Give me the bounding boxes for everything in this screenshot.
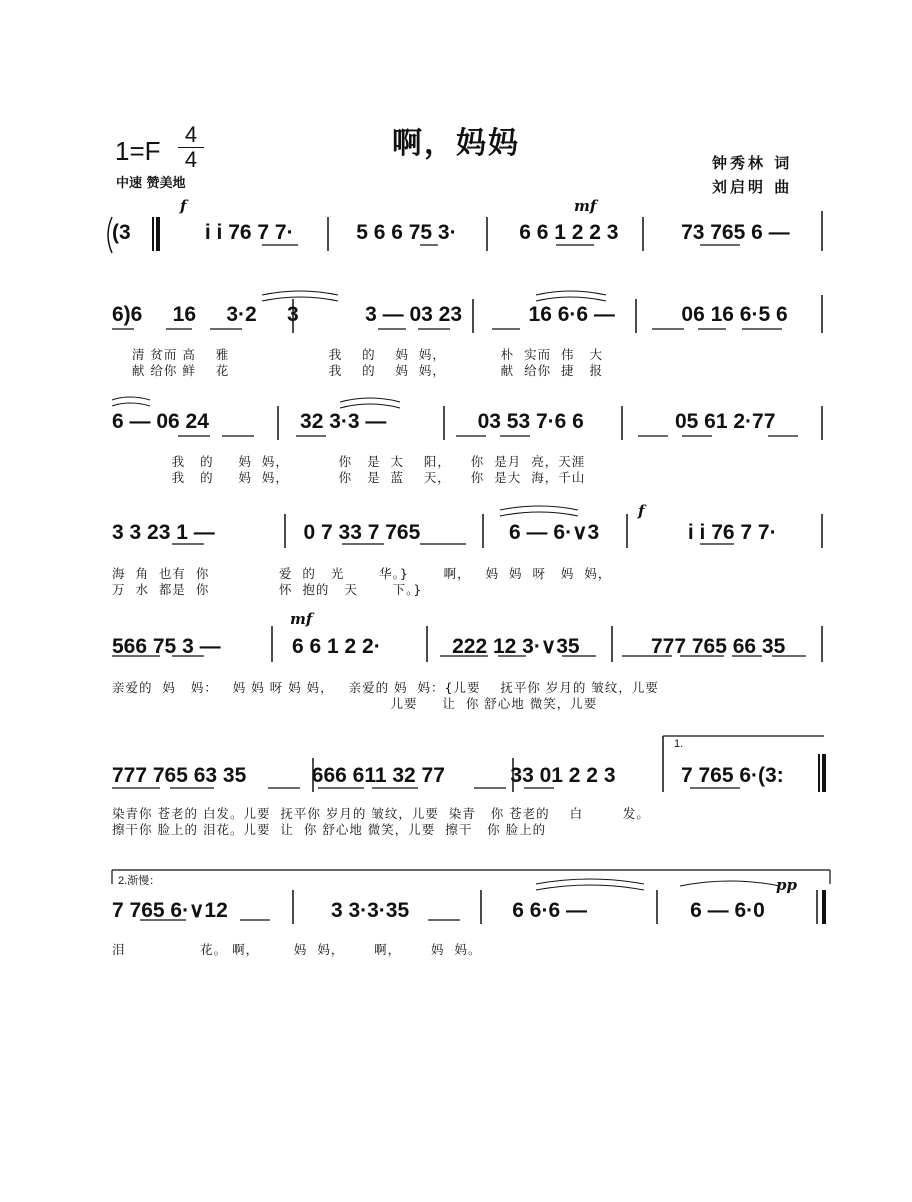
lyrics-verse-2: 擦干你 脸上的 泪花。儿要 让 你 舒心地 微笑，儿要 擦干 你 脸上的 [112, 822, 547, 837]
system-6 [0, 730, 912, 850]
note-group: 33 01 2 2 3 [510, 764, 616, 787]
note-group: 32 3·3 — [300, 410, 387, 433]
note-group: 73 765 6 — [681, 221, 790, 244]
note-group: i i 76 7 7· [204, 221, 294, 244]
note-group: 5 6 6 75 3· [356, 221, 457, 244]
note-group: 3·2 [226, 303, 257, 326]
note-group: 777 765 66 35 [650, 635, 786, 658]
note-group: 6)6 [112, 303, 143, 326]
note-group: (3 [112, 221, 131, 244]
note-group: 777 765 63 35 [112, 764, 247, 787]
note-group: 16 [172, 303, 197, 326]
note-group: 666 611 32 77 [311, 764, 445, 787]
note-group: 6 6 1 2 2· [291, 635, 381, 658]
notes-row-5 [112, 634, 824, 659]
lyrics-verse-2: 我 的 妈 妈， 你 是 蓝 天， 你 是大 海，千山 [112, 470, 586, 485]
system-5 [0, 604, 912, 724]
note-group: 6 — 6·0 [690, 899, 765, 922]
lyricist-credit: 钟秀林 词 [712, 154, 793, 172]
lyrics-verse-1: 清 贫而 高 雅 我 的 妈 妈， 朴 实而 伟 大 [112, 347, 603, 362]
system-4 [0, 498, 912, 618]
system-4-lines [0, 498, 912, 618]
notes-row-7 [112, 898, 824, 923]
lyrics-verse-1: 亲爱的 妈 妈： 妈 妈 呀 妈 妈， 亲爱的 妈 妈：{儿要 抚平你 岁月的 皱纹，儿要 [112, 680, 659, 695]
dynamic-f-2: f [638, 502, 645, 520]
note-group: 3 [286, 303, 299, 326]
note-group: 7 765 6·(3: [680, 764, 784, 787]
time-signature-bottom: 4 [184, 147, 198, 172]
note-group: 6 6 1 2 2 3 [519, 221, 619, 244]
key-signature: 1=F [115, 136, 161, 166]
note-group: 6 — 06 24 [112, 410, 209, 433]
lyrics-verse-1: 海 角 也有 你 爱 的 光 华。} 啊， 妈 妈 呀 妈 妈， [112, 566, 612, 581]
lyrics-verse-1: 染青你 苍老的 白发。儿要 抚平你 岁月的 皱纹，儿要 染青 你 苍老的 白 发。 [112, 806, 650, 821]
dynamic-mf-1: mf [574, 197, 597, 215]
note-group: i i 76 7 7· [687, 521, 777, 544]
song-title: 啊，妈妈 [392, 126, 520, 161]
note-group: 3 3·3·35 [330, 899, 410, 922]
note-group: 6 6·6 — [512, 899, 587, 922]
notes-row-4 [112, 520, 824, 545]
dynamic-mf-2: mf [290, 610, 313, 628]
note-group: 566 75 3 — [112, 635, 221, 658]
note-group: 6 — 6·∨3 [509, 521, 600, 544]
notes-row-6 [112, 764, 824, 788]
time-signature-top: 4 [184, 122, 198, 147]
dynamic-f-1: f [180, 197, 187, 215]
lyrics-verse-2: 献 给你 鲜 花 我 的 妈 妈， 献 给你 捷 报 [112, 363, 603, 378]
system-7 [0, 862, 912, 982]
note-group: 03 53 7·6 6 [477, 410, 584, 433]
lyrics-verse-1: 泪 花。 啊， 妈 妈， 啊， 妈 妈。 [112, 942, 482, 957]
time-signature [178, 124, 204, 171]
note-group: 3 — 03 23 [365, 303, 463, 326]
note-group: 06 16 6·5 6 [681, 303, 788, 326]
notes-row-1 [112, 221, 824, 245]
system-3 [0, 392, 912, 512]
system-2 [0, 285, 912, 405]
note-group: 0 7 33 7 765 [303, 521, 421, 544]
note-group: 05 61 2·77 [674, 410, 776, 433]
tempo-marking: 中速 赞美地 [116, 176, 186, 191]
note-group: 3 3 23 1 — [112, 521, 215, 544]
note-group: 16 6·6 — [528, 303, 615, 326]
notes-row-2 [112, 303, 824, 327]
lyrics-verse-1: 我 的 妈 妈， 你 是 太 阳， 你 是月 亮，天涯 [112, 454, 586, 469]
lyrics-verse-2: 万 水 都是 你 怀 抱的 天 下。} [112, 582, 423, 597]
volta-2: 2.渐慢： [118, 875, 161, 887]
volta-1: 1. [674, 738, 684, 750]
note-group: 222 12 3·∨35 [452, 635, 580, 658]
note-group: 7 765 6·∨12 [112, 899, 228, 922]
lyrics-verse-2: 儿要 让 你 舒心地 微笑，儿要 [112, 696, 598, 711]
dynamic-pp: pp [776, 876, 797, 894]
composer-credit: 刘启明 曲 [712, 178, 793, 196]
notes-row-3 [112, 410, 824, 434]
